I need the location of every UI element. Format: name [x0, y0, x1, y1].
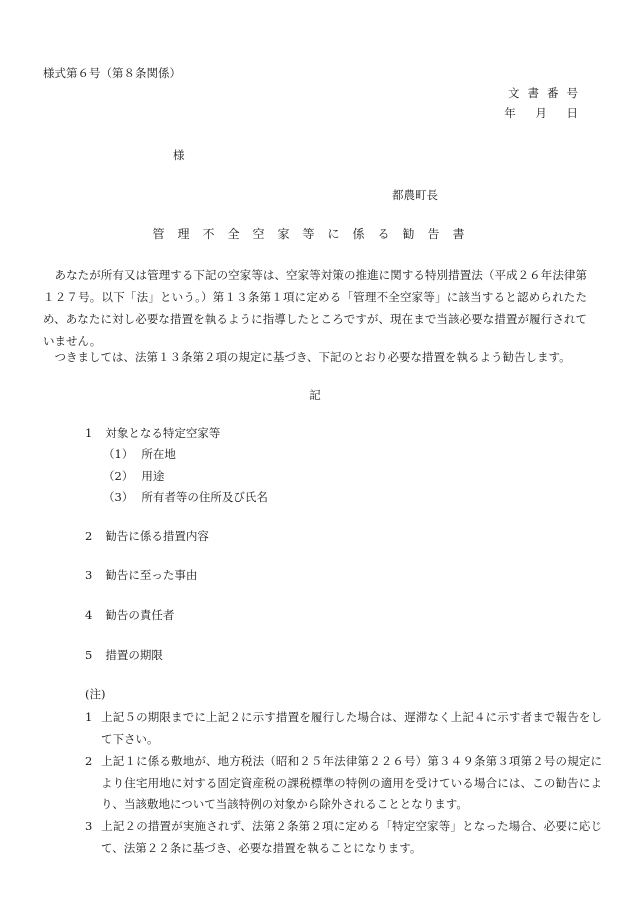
ki-label: 記: [309, 388, 321, 402]
subitem-number: （2）: [103, 469, 134, 483]
subitem-number: （1）: [103, 447, 134, 461]
item-label: 対象となる特定空家等: [105, 426, 221, 440]
subitem-3: [103, 492, 268, 504]
subitem-label: 用途: [141, 469, 165, 483]
item-number: 1: [85, 426, 93, 440]
item-label: 勧告に至った事由: [105, 568, 198, 582]
sender: 都農町長: [392, 188, 438, 202]
body-paragraph-2: つきましては、法第１３条第２項の規定に基づき、下記のとおり必要な措置を執るよう勧告します。: [54, 350, 571, 364]
note-number: 1: [85, 710, 93, 724]
item-label: 勧告に係る措置内容: [105, 529, 209, 543]
note-number: 2: [85, 754, 93, 768]
document-number-label: 文書番号: [508, 86, 586, 100]
item-label: 勧告の責任者: [105, 608, 175, 622]
item-1: [85, 428, 220, 440]
item-number: 2: [85, 529, 93, 543]
subitem-2: [103, 471, 164, 483]
subitem-number: （3）: [103, 490, 134, 504]
note-1: [85, 707, 602, 750]
addressee-suffix: 様: [173, 148, 185, 162]
note-text: 上記１に係る敷地が、地方税法（昭和２５年法律第２２６号）第３４９条第３項第２号の規定により住宅用地に対する固定資産税の課税標準の特例の適用を受けている場合には、この勧告により、当該敷地について当該特例の対象から除外されることとなります。: [101, 754, 602, 811]
item-4: [85, 610, 174, 622]
item-label: 措置の期限: [105, 648, 163, 662]
item-5: [85, 650, 163, 662]
item-number: 3: [85, 568, 93, 582]
subitem-1: [103, 449, 176, 461]
subitem-label: 所在地: [141, 447, 176, 461]
note-3: [85, 816, 602, 859]
body-paragraph-1: あなたが所有又は管理する下記の空家等は、空家等対策の推進に関する特別措置法（平成２６年法律第１２７号。以下「法」という。）第１３条第１項に定める「管理不全空家等」に該当すると認められたため、あなたに対し必要な措置を執るように指導したところですが、現在まで当該必要な措置が履行されていません。: [43, 268, 587, 348]
document-title: 管理不全空家等に係る勧告書: [152, 227, 478, 241]
note-text: 上記５の期限までに上記２に示す措置を履行した場合は、遅滞なく上記４に示す者まで報告をして下さい。: [101, 710, 602, 746]
note-number: 3: [85, 819, 93, 833]
item-number: 5: [85, 648, 93, 662]
subitem-label: 所有者等の住所及び氏名: [141, 490, 268, 504]
item-number: 4: [85, 608, 93, 622]
date-label: 年 月 日: [504, 106, 586, 120]
note-2: [85, 751, 602, 816]
note-text: 上記２の措置が実施されず、法第２条第２項に定める「特定空家等」となった場合、必要に応じて、法第２２条に基づき、必要な措置を執ることになります。: [101, 819, 602, 855]
item-3: [85, 570, 197, 582]
form-number: 様式第６号（第８条関係）: [43, 66, 181, 80]
notes-heading: (注): [85, 687, 106, 701]
item-2: [85, 531, 209, 543]
